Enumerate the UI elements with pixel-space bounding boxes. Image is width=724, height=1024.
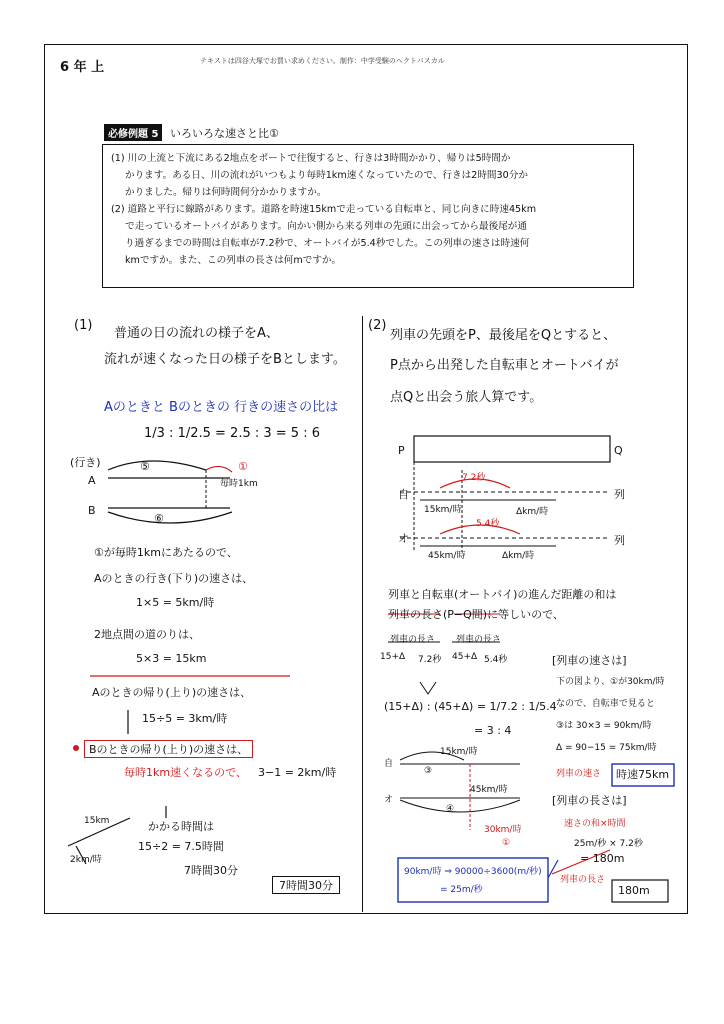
length-line-3: = 180m <box>580 852 625 865</box>
length-label: 列車の長さ <box>560 875 606 885</box>
diag2-v30: 30km/時 <box>484 825 522 835</box>
side-distance: 15km <box>84 816 110 826</box>
left-line-8: 2地点間の道のりは、 <box>94 628 200 641</box>
diag-retsu-2: 列 <box>614 534 625 547</box>
diag-v45: 45km/時 <box>428 551 466 561</box>
left-line-5: ①が毎時1kmにあたるので、 <box>94 546 238 559</box>
right-line-4: 列車と自転車(オートバイ)の進んだ距離の和は <box>388 588 617 601</box>
left-line-10: Aのときの帰り(上り)の速さは、 <box>92 686 252 699</box>
diagram-b-label: B <box>88 504 96 517</box>
q2-line: kmですか。また、この列車の長さは何mですか。 <box>125 255 342 266</box>
right-line-3: 点Qと出会う旅人算です。 <box>390 390 543 405</box>
table-f4: 5.4秒 <box>484 655 508 665</box>
left-line-12: Bのときの帰り(上り)の速さは、 <box>84 740 253 758</box>
speed-heading: [列車の速さは] <box>552 654 627 667</box>
left-line-7: 1×5 = 5km/時 <box>136 596 215 609</box>
left-line-4: 1/3 : 1/2.5 = 2.5 : 3 = 5 : 6 <box>144 426 320 441</box>
left-label: (1) <box>74 318 93 333</box>
ratio-heading: Aのときと Bのときの 行きの速さの比は <box>104 400 339 415</box>
diag-o: オ <box>398 532 409 545</box>
q2-line: で走っているオートバイがあります。向かい側から来る列車の先頭に出会ってから最後尾が通 <box>125 221 527 232</box>
table-len-1: 列車の長さ <box>390 635 436 645</box>
diag2-v45: 45km/時 <box>470 785 508 795</box>
diag-time-72: 7.2秒 <box>462 473 486 483</box>
convert-line-2: = 25m/秒 <box>440 885 483 895</box>
left-line-9: 5×3 = 15km <box>136 652 207 665</box>
speed-line-1: 下の図より、①が30km/時 <box>556 677 665 687</box>
diag2-v15: 15km/時 <box>440 747 478 757</box>
q1-line: (1) 川の上流と下流にある2地点をボートで往復すると、行きは3時間かかり、帰りは5時間か <box>111 153 511 164</box>
diag-vd1: Δkm/時 <box>516 507 549 517</box>
length-answer: 180m <box>618 884 650 897</box>
q2-line: り過ぎるまでの時間は自転車が7.2秒で、オートバイが5.4秒でした。この列車の速さは時速何 <box>125 238 530 249</box>
left-line-14: 3−1 = 2km/時 <box>258 766 337 779</box>
length-line-2: 25m/秒 × 7.2秒 <box>574 839 643 849</box>
diag2-ji: 自 <box>384 759 394 769</box>
speed-line-3: ③は 30×3 = 90km/時 <box>556 721 652 731</box>
left-answer: 7時間30分 <box>272 876 340 894</box>
speed-answer: 時速75km <box>616 768 670 781</box>
right-line-5: 列車の長さ(P−Q間)に等しいので、 <box>388 608 564 621</box>
diag2-three: ③ <box>424 766 433 776</box>
credit-line: テキストは四谷大塚でお買い求めください。制作：中学受験のヘクトパスカル <box>200 57 445 65</box>
diag-ji: 自 <box>398 488 409 501</box>
diagram-one-note: 毎時1km <box>220 479 258 489</box>
diag-q: Q <box>614 444 623 457</box>
length-heading: [列車の長さは] <box>552 794 627 807</box>
left-line-11: 15÷5 = 3km/時 <box>142 712 228 725</box>
length-line-1: 速さの和×時間 <box>564 819 626 829</box>
diagram-a-label: A <box>88 474 96 487</box>
diag-p: P <box>398 444 405 457</box>
diagram-six: ⑥ <box>154 512 164 525</box>
example-title: いろいろな速さと比① <box>169 127 279 140</box>
diag2-o: オ <box>384 795 394 805</box>
diagram-five: ⑤ <box>140 460 150 473</box>
diagram-go-label: (行き) <box>70 456 101 469</box>
diag-retsu-1: 列 <box>614 488 625 501</box>
convert-line-1: 90km/時 ⇒ 90000÷3600(m/秒) <box>404 867 542 877</box>
right-line-2: P点から出発した自転車とオートバイが <box>390 358 619 373</box>
table-f3: 45+Δ <box>452 652 478 662</box>
diag2-one: ① <box>502 838 511 848</box>
left-line-13: 毎時1km速くなるので、 <box>124 766 247 779</box>
right-label: (2) <box>368 318 387 333</box>
diag-vd2: Δkm/時 <box>502 551 535 561</box>
q1-line: かりました。帰りは何時間何分かかりますか。 <box>125 187 327 198</box>
left-line-15: かかる時間は <box>148 820 214 833</box>
diagram-one: ① <box>238 460 248 473</box>
left-line-16: 15÷2 = 7.5時間 <box>138 840 224 853</box>
side-speed: 2km/時 <box>70 855 102 865</box>
diag2-four: ④ <box>446 804 455 814</box>
example-badge: 必修例題 5 <box>104 124 162 141</box>
left-line-17: 7時間30分 <box>184 864 238 877</box>
diag-time-54: 5.4秒 <box>476 519 500 529</box>
diag-v15: 15km/時 <box>424 505 462 515</box>
grade-label: 6 年 上 <box>60 60 105 75</box>
speed-line-2: なので、自転車で見ると <box>556 699 655 709</box>
q2-line: (2) 道路と平行に線路があります。道路を時速15kmで走っている自転車と、同じ向きに時速45km <box>111 204 537 215</box>
right-line-1: 列車の先頭をP、最後尾をQとすると、 <box>390 328 617 343</box>
table-f2: 7.2秒 <box>418 655 442 665</box>
left-line-2: 流れが速くなった日の様子をBとします。 <box>104 352 346 367</box>
q1-line: かります。ある日、川の流れがいつもより毎時1km速くなっていたので、行きは2時間30分か <box>125 170 528 181</box>
right-line-7: = 3 : 4 <box>474 724 512 737</box>
speed-label: 列車の速さ <box>556 769 602 779</box>
left-line-1: 普通の日の流れの様子をA、 <box>114 326 279 341</box>
left-line-6: Aのときの行き(下り)の速さは、 <box>94 572 254 585</box>
table-f1: 15+Δ <box>380 652 406 662</box>
speed-line-4: Δ = 90−15 = 75km/時 <box>556 743 657 753</box>
right-line-6: (15+Δ) : (45+Δ) = 1/7.2 : 1/5.4 <box>384 700 557 713</box>
table-len-2: 列車の長さ <box>456 635 502 645</box>
